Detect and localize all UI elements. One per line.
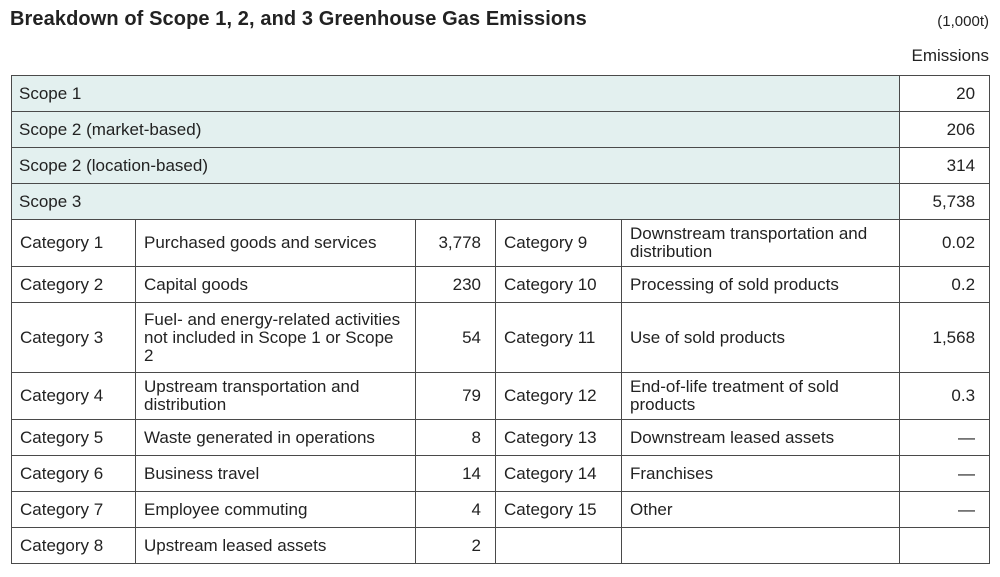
category-description: Other bbox=[622, 492, 900, 528]
category-label: Category 4 bbox=[12, 373, 136, 420]
category-description: Downstream transportation and distribution bbox=[622, 220, 900, 267]
category-value: 79 bbox=[416, 373, 496, 420]
table-row bbox=[12, 373, 990, 420]
category-description: Fuel- and energy-related activities not included in Scope 1 or Scope 2 bbox=[136, 303, 416, 373]
category-description: Waste generated in operations bbox=[136, 420, 416, 456]
table-row bbox=[12, 420, 990, 456]
scope-value: 206 bbox=[900, 112, 990, 148]
category-description: Upstream leased assets bbox=[136, 528, 416, 564]
scope-label: Scope 2 (market-based) bbox=[12, 112, 900, 148]
table-row-scope-2-market bbox=[12, 112, 990, 148]
category-label: Category 6 bbox=[12, 456, 136, 492]
category-description: Franchises bbox=[622, 456, 900, 492]
category-description: Capital goods bbox=[136, 267, 416, 303]
category-value: — bbox=[900, 420, 990, 456]
table-row bbox=[12, 220, 990, 267]
table-row-scope-1 bbox=[12, 76, 990, 112]
category-value: 0.3 bbox=[900, 373, 990, 420]
category-description: Employee commuting bbox=[136, 492, 416, 528]
category-description: Use of sold products bbox=[622, 303, 900, 373]
category-description: Business travel bbox=[136, 456, 416, 492]
category-label: Category 5 bbox=[12, 420, 136, 456]
table-row-scope-2-location bbox=[12, 148, 990, 184]
emissions-column-heading: Emissions bbox=[911, 46, 989, 65]
category-description: Processing of sold products bbox=[622, 267, 900, 303]
category-label: Category 15 bbox=[496, 492, 622, 528]
category-label: Category 1 bbox=[12, 220, 136, 267]
table-row bbox=[12, 528, 990, 564]
empty-cell bbox=[496, 528, 622, 564]
category-label: Category 14 bbox=[496, 456, 622, 492]
emissions-table bbox=[11, 75, 990, 564]
page-title: Breakdown of Scope 1, 2, and 3 Greenhouse Gas Emissions bbox=[10, 8, 587, 30]
category-label: Category 9 bbox=[496, 220, 622, 267]
category-description: End-of-life treatment of sold products bbox=[622, 373, 900, 420]
category-label: Category 13 bbox=[496, 420, 622, 456]
scope-label: Scope 2 (location-based) bbox=[12, 148, 900, 184]
category-value: 8 bbox=[416, 420, 496, 456]
category-value: 0.2 bbox=[900, 267, 990, 303]
unit-label: (1,000t) bbox=[937, 13, 989, 30]
category-label: Category 12 bbox=[496, 373, 622, 420]
scope-label: Scope 3 bbox=[12, 184, 900, 220]
table-row bbox=[12, 492, 990, 528]
category-label: Category 8 bbox=[12, 528, 136, 564]
category-value: 54 bbox=[416, 303, 496, 373]
table-row bbox=[12, 456, 990, 492]
category-value: — bbox=[900, 456, 990, 492]
category-description: Purchased goods and services bbox=[136, 220, 416, 267]
category-label: Category 3 bbox=[12, 303, 136, 373]
category-value: — bbox=[900, 492, 990, 528]
category-label: Category 7 bbox=[12, 492, 136, 528]
category-value: 4 bbox=[416, 492, 496, 528]
scope-value: 314 bbox=[900, 148, 990, 184]
empty-cell bbox=[622, 528, 900, 564]
category-label: Category 11 bbox=[496, 303, 622, 373]
category-description: Upstream transportation and distribution bbox=[136, 373, 416, 420]
table-row bbox=[12, 267, 990, 303]
scope-value: 20 bbox=[900, 76, 990, 112]
table-row bbox=[12, 303, 990, 373]
category-label: Category 10 bbox=[496, 267, 622, 303]
category-value: 2 bbox=[416, 528, 496, 564]
empty-cell bbox=[900, 528, 990, 564]
category-description: Downstream leased assets bbox=[622, 420, 900, 456]
category-label: Category 2 bbox=[12, 267, 136, 303]
category-value: 1,568 bbox=[900, 303, 990, 373]
scope-value: 5,738 bbox=[900, 184, 990, 220]
category-value: 3,778 bbox=[416, 220, 496, 267]
category-value: 14 bbox=[416, 456, 496, 492]
table-row-scope-3 bbox=[12, 184, 990, 220]
category-value: 230 bbox=[416, 267, 496, 303]
scope-label: Scope 1 bbox=[12, 76, 900, 112]
category-value: 0.02 bbox=[900, 220, 990, 267]
